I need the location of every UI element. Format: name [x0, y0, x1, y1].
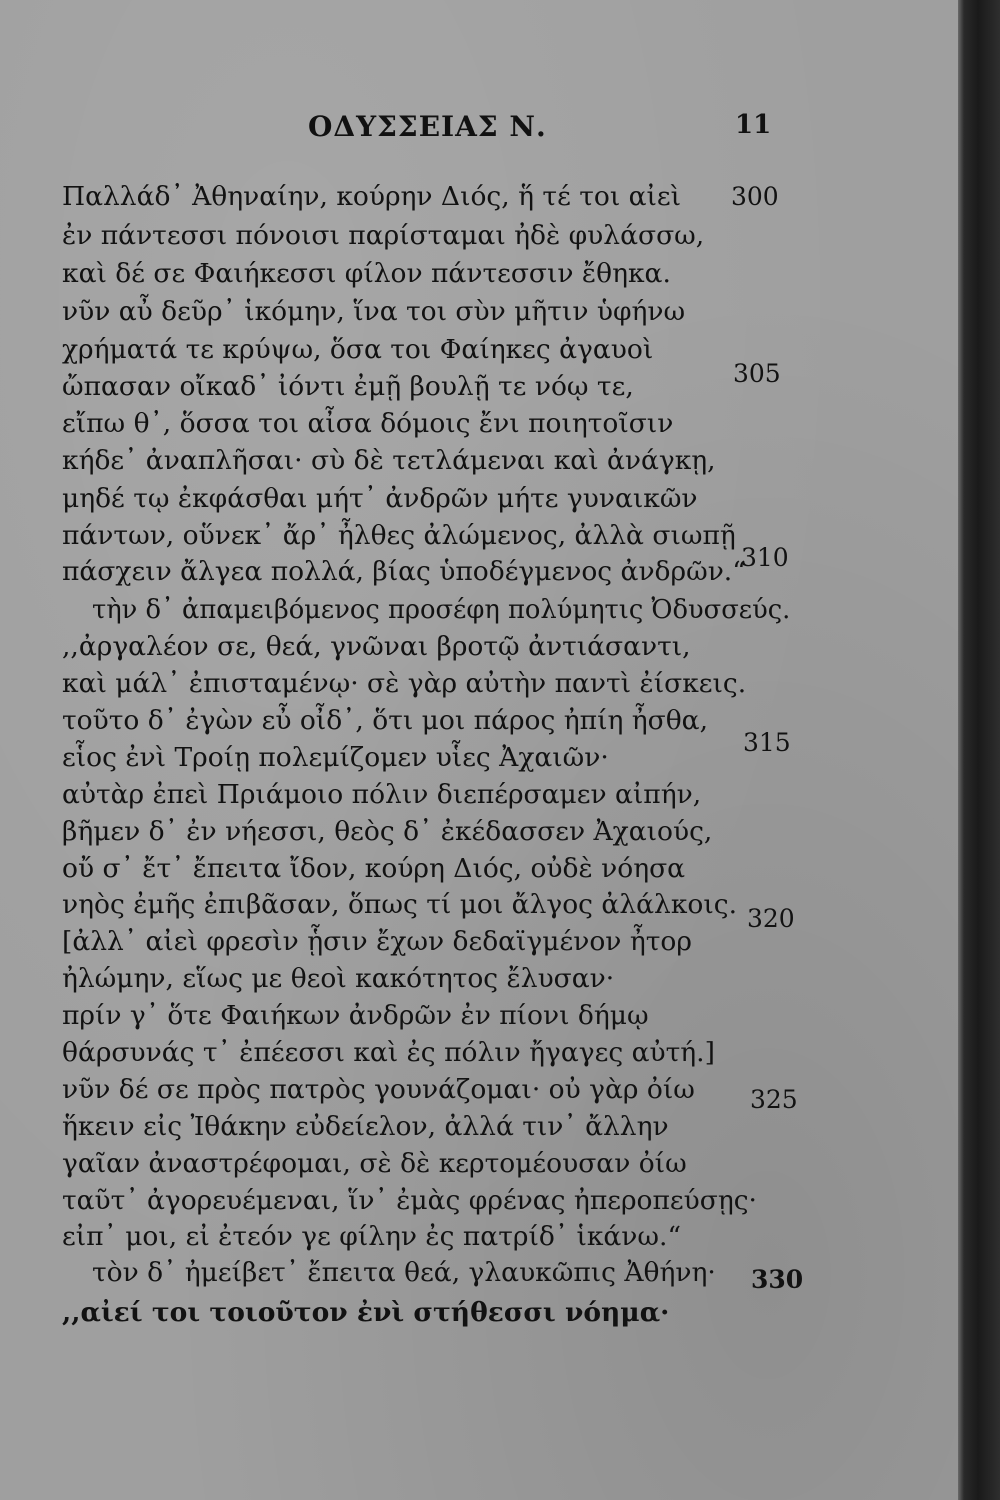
verse-line: αὐτὰρ ἐπεὶ Πριάμοιο πόλιν διεπέρσαμεν αἰπήν,: [62, 779, 702, 810]
page-number: 11: [735, 110, 772, 140]
verse-line: νῦν δέ σε πρὸς πατρὸς γουνάζομαι· οὐ γὰρ ὀίω: [62, 1074, 695, 1105]
verse-line: ὤπασαν οἴκαδ᾽ ἰόντι ἐμῇ βουλῇ τε νόῳ τε,: [62, 371, 634, 402]
verse-line: μηδέ τῳ ἐκφάσθαι μήτ᾽ ἀνδρῶν μήτε γυναικῶν: [62, 483, 698, 514]
line-number: 325: [750, 1085, 798, 1114]
verse-line: γαῖαν ἀναστρέφομαι, σὲ δὲ κερτομέουσαν ὀίω: [62, 1148, 687, 1179]
verse-line: ,,αἰεί τοι τοιοῦτον ἐνὶ στήθεσσι νόημα·: [62, 1297, 670, 1328]
verse-line: οὔ σ᾽ ἔτ᾽ ἔπειτα ἴδον, κούρη Διός, οὐδὲ νόησα: [62, 853, 686, 884]
verse-line: πάσχειν ἄλγεα πολλά, βίας ὑποδέγμενος ἀνδρῶν.“: [62, 556, 746, 587]
verse-line: [ἀλλ᾽ αἰεὶ φρεσὶν ᾗσιν ἔχων δεδαϊγμένον ἦτορ: [62, 926, 692, 957]
verse-line: ταῦτ᾽ ἀγορευέμεναι, ἵν᾽ ἐμὰς φρένας ἠπεροπεύσῃς·: [62, 1185, 757, 1216]
verse-line: θάρσυνάς τ᾽ ἐπέεσσι καὶ ἐς πόλιν ἤγαγες αὐτή.]: [62, 1037, 715, 1068]
verse-line: ,,ἀργαλέον σε, θεά, γνῶναι βροτῷ ἀντιάσαντι,: [62, 631, 691, 662]
verse-line: τὸν δ᾽ ἠμείβετ᾽ ἔπειτα θεά, γλαυκῶπις Ἀθήνη·: [92, 1257, 716, 1288]
line-number: 310: [741, 543, 789, 572]
line-number: 330: [751, 1265, 804, 1294]
line-number: 315: [743, 728, 791, 757]
line-number: 300: [731, 182, 779, 211]
verse-line: νῦν αὖ δεῦρ᾽ ἱκόμην, ἵνα τοι σὺν μῆτιν ὑφήνω: [62, 296, 686, 327]
line-number: 320: [747, 904, 795, 933]
verse-line: ἠλώμην, εἵως με θεοὶ κακότητος ἔλυσαν·: [62, 963, 615, 994]
running-head-title: ΟΔΥΣΣΕΙΑΣ Ν.: [308, 110, 547, 143]
verse-line: Παλλάδ᾽ Ἀθηναίην, κούρην Διός, ἥ τέ τοι αἰεὶ: [62, 181, 682, 212]
verse-line: καὶ δέ σε Φαιήκεσσι φίλον πάντεσσιν ἔθηκα.: [62, 258, 671, 289]
verse-line: χρήματά τε κρύψω, ὅσα τοι Φαίηκες ἀγαυοὶ: [62, 334, 654, 365]
verse-line: καὶ μάλ᾽ ἐπισταμένῳ· σὲ γὰρ αὐτὴν παντὶ ἐίσκεις.: [62, 668, 747, 699]
verse-line: τὴν δ᾽ ἀπαμειβόμενος προσέφη πολύμητις Ὀδυσσεύς.: [92, 594, 791, 625]
verse-line: νηὸς ἐμῆς ἐπιβᾶσαν, ὅπως τί μοι ἄλγος ἀλάλκοις.: [62, 889, 737, 920]
verse-line: πάντων, οὕνεκ᾽ ἄρ᾽ ἦλθες ἀλώμενος, ἀλλὰ σιωπῇ: [62, 520, 736, 551]
verse-line: κήδε᾽ ἀναπλῆσαι· σὺ δὲ τετλάμεναι καὶ ἀνάγκῃ,: [62, 445, 716, 476]
verse-line: τοῦτο δ᾽ ἐγὼν εὖ οἶδ᾽, ὅτι μοι πάρος ἠπίη ἦσθα,: [62, 705, 709, 736]
verse-line: εἴπω θ᾽, ὅσσα τοι αἶσα δόμοις ἔνι ποιητοῖσιν: [62, 408, 674, 439]
verse-line: βῆμεν δ᾽ ἐν νήεσσι, θεὸς δ᾽ ἐκέδασσεν Ἀχαιούς,: [62, 816, 713, 847]
line-number: 305: [733, 359, 781, 388]
verse-line: εἷος ἐνὶ Τροίῃ πολεμίζομεν υἷες Ἀχαιῶν·: [62, 742, 609, 773]
book-binding-edge: [958, 0, 1000, 1500]
verse-line: ἥκειν εἰς Ἰθάκην εὐδείελον, ἀλλά τιν᾽ ἄλλην: [62, 1111, 669, 1142]
verse-line: ἐν πάντεσσι πόνοισι παρίσταμαι ἠδὲ φυλάσσω,: [62, 220, 705, 251]
verse-line: πρίν γ᾽ ὅτε Φαιήκων ἀνδρῶν ἐν πίονι δήμῳ: [62, 1000, 649, 1031]
verse-line: εἰπ᾽ μοι, εἰ ἐτεόν γε φίλην ἐς πατρίδ᾽ ἱκάνω.“: [62, 1221, 681, 1252]
